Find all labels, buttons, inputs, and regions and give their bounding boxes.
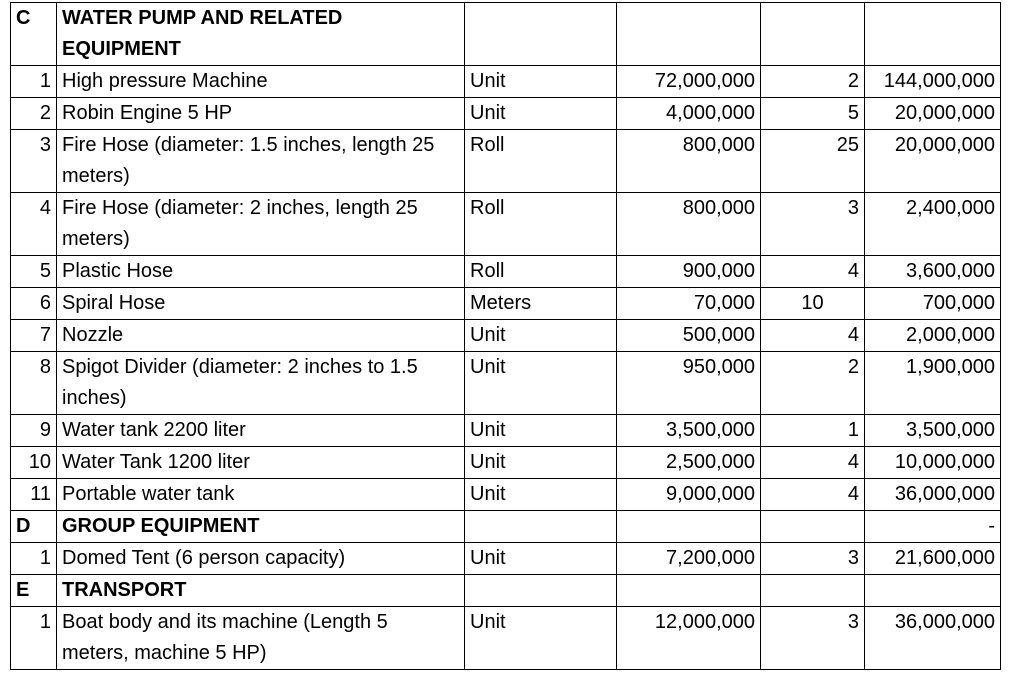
item-number: 7 <box>11 320 57 352</box>
item-number: 1 <box>11 543 57 575</box>
item-total: 10,000,000 <box>865 447 1001 479</box>
section-code: E <box>11 575 57 607</box>
section-title: TRANSPORT <box>57 575 465 607</box>
total-cell <box>865 575 1001 607</box>
item-total: 21,600,000 <box>865 543 1001 575</box>
item-total: 1,900,000 <box>865 352 1001 415</box>
item-number: 2 <box>11 98 57 130</box>
item-description: Water Tank 1200 liter <box>57 447 465 479</box>
item-total: 2,000,000 <box>865 320 1001 352</box>
item-description: Robin Engine 5 HP <box>57 98 465 130</box>
price-cell <box>617 3 761 66</box>
item-number: 8 <box>11 352 57 415</box>
item-price: 70,000 <box>617 288 761 320</box>
item-number: 1 <box>11 66 57 98</box>
qty-cell <box>761 575 865 607</box>
item-number: 4 <box>11 193 57 256</box>
item-description: Portable water tank <box>57 479 465 511</box>
item-quantity: 1 <box>761 415 865 447</box>
item-unit: Unit <box>465 320 617 352</box>
item-number: 10 <box>11 447 57 479</box>
item-unit: Unit <box>465 447 617 479</box>
item-description: Boat body and its machine (Length 5 meters, machine 5 HP) <box>57 607 465 670</box>
equipment-table <box>10 2 1001 670</box>
section-title: GROUP EQUIPMENT <box>57 511 465 543</box>
item-unit: Unit <box>465 352 617 415</box>
item-price: 800,000 <box>617 193 761 256</box>
item-price: 3,500,000 <box>617 415 761 447</box>
table-row <box>11 256 1001 288</box>
item-total: 2,400,000 <box>865 193 1001 256</box>
table-row <box>11 543 1001 575</box>
item-description: Nozzle <box>57 320 465 352</box>
table-row <box>11 447 1001 479</box>
table-row <box>11 415 1001 447</box>
section-row <box>11 3 1001 66</box>
item-quantity: 5 <box>761 98 865 130</box>
item-description: Domed Tent (6 person capacity) <box>57 543 465 575</box>
item-description: Spiral Hose <box>57 288 465 320</box>
item-price: 800,000 <box>617 130 761 193</box>
item-price: 950,000 <box>617 352 761 415</box>
item-total: 36,000,000 <box>865 479 1001 511</box>
item-description: Water tank 2200 liter <box>57 415 465 447</box>
item-unit: Roll <box>465 130 617 193</box>
section-row <box>11 511 1001 543</box>
item-number: 9 <box>11 415 57 447</box>
item-unit: Unit <box>465 98 617 130</box>
item-quantity: 2 <box>761 352 865 415</box>
item-number: 11 <box>11 479 57 511</box>
item-total: 700,000 <box>865 288 1001 320</box>
total-cell: - <box>865 511 1001 543</box>
qty-cell <box>761 3 865 66</box>
item-unit: Unit <box>465 415 617 447</box>
table-row <box>11 66 1001 98</box>
item-price: 7,200,000 <box>617 543 761 575</box>
item-quantity: 3 <box>761 607 865 670</box>
table-row <box>11 607 1001 670</box>
unit-cell <box>465 3 617 66</box>
item-price: 12,000,000 <box>617 607 761 670</box>
item-unit: Unit <box>465 543 617 575</box>
item-unit: Unit <box>465 66 617 98</box>
table-row <box>11 479 1001 511</box>
item-price: 900,000 <box>617 256 761 288</box>
item-total: 144,000,000 <box>865 66 1001 98</box>
item-price: 2,500,000 <box>617 447 761 479</box>
item-quantity: 3 <box>761 543 865 575</box>
unit-cell <box>465 575 617 607</box>
item-unit: Unit <box>465 479 617 511</box>
item-number: 5 <box>11 256 57 288</box>
item-number: 1 <box>11 607 57 670</box>
item-quantity: 4 <box>761 256 865 288</box>
unit-cell <box>465 511 617 543</box>
item-total: 36,000,000 <box>865 607 1001 670</box>
total-cell <box>865 3 1001 66</box>
table-row <box>11 130 1001 193</box>
price-cell <box>617 575 761 607</box>
table-row <box>11 320 1001 352</box>
item-description: Plastic Hose <box>57 256 465 288</box>
section-code: C <box>11 3 57 66</box>
item-quantity: 4 <box>761 447 865 479</box>
item-description: Spigot Divider (diameter: 2 inches to 1.5 inches) <box>57 352 465 415</box>
item-quantity: 25 <box>761 130 865 193</box>
item-total: 3,500,000 <box>865 415 1001 447</box>
item-total: 3,600,000 <box>865 256 1001 288</box>
item-unit: Meters <box>465 288 617 320</box>
item-unit: Unit <box>465 607 617 670</box>
item-quantity: 4 <box>761 479 865 511</box>
item-quantity: 3 <box>761 193 865 256</box>
section-code: D <box>11 511 57 543</box>
item-price: 4,000,000 <box>617 98 761 130</box>
item-number: 3 <box>11 130 57 193</box>
item-quantity: 10 <box>761 288 865 320</box>
section-row <box>11 575 1001 607</box>
item-unit: Roll <box>465 256 617 288</box>
item-total: 20,000,000 <box>865 98 1001 130</box>
item-price: 9,000,000 <box>617 479 761 511</box>
item-unit: Roll <box>465 193 617 256</box>
item-price: 500,000 <box>617 320 761 352</box>
item-price: 72,000,000 <box>617 66 761 98</box>
item-quantity: 2 <box>761 66 865 98</box>
item-description: Fire Hose (diameter: 1.5 inches, length 25 meters) <box>57 130 465 193</box>
table-row <box>11 288 1001 320</box>
table-row <box>11 98 1001 130</box>
item-total: 20,000,000 <box>865 130 1001 193</box>
item-number: 6 <box>11 288 57 320</box>
item-description: High pressure Machine <box>57 66 465 98</box>
table-row <box>11 193 1001 256</box>
item-quantity: 4 <box>761 320 865 352</box>
table-row <box>11 352 1001 415</box>
qty-cell <box>761 511 865 543</box>
price-cell <box>617 511 761 543</box>
item-description: Fire Hose (diameter: 2 inches, length 25 meters) <box>57 193 465 256</box>
section-title: WATER PUMP AND RELATED EQUIPMENT <box>57 3 465 66</box>
